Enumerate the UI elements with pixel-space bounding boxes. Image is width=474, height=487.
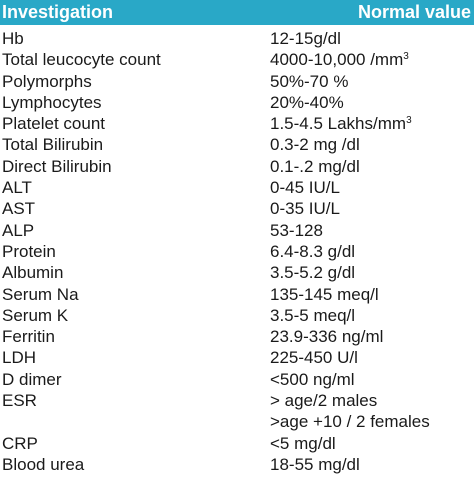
investigation-name: Lymphocytes (2, 92, 102, 112)
normal-value-text: 0-35 IU/L (270, 199, 340, 219)
investigation-name: Albumin (2, 263, 64, 283)
table-row (0, 433, 474, 454)
investigation-name: Direct Bilirubin (2, 156, 112, 176)
table-row (0, 262, 474, 283)
investigation-name: ESR (2, 391, 37, 411)
normal-value-text: 0.3-2 mg /dl (270, 135, 360, 155)
investigation-name: ALT (2, 178, 32, 198)
table-row (0, 347, 474, 368)
normal-value-text: <500 ng/ml (270, 369, 355, 389)
investigation-name: Serum Na (2, 284, 79, 304)
investigation-name: Hb (2, 29, 24, 48)
table-row (0, 369, 474, 390)
table-row (0, 156, 474, 177)
table-row (0, 390, 474, 411)
investigation-name: AST (2, 199, 36, 219)
normal-value (270, 262, 355, 283)
normal-value (270, 92, 344, 113)
table-row (0, 113, 474, 134)
normal-value-text: 0-45 IU/L (270, 178, 340, 198)
investigation-name: Polymorphs (2, 71, 92, 91)
investigation-name: Serum K (2, 305, 69, 325)
normal-value-text: 0.1-.2 mg/dl (270, 156, 360, 176)
table-row (0, 220, 474, 241)
normal-value (270, 134, 360, 155)
normal-value-text: 135-145 meq/l (270, 284, 379, 304)
normal-value-text: 50%-70 % (270, 71, 349, 91)
investigation-name: LDH (2, 348, 37, 368)
normal-value (270, 113, 412, 134)
table-row (0, 241, 474, 262)
normal-value (270, 198, 340, 219)
normal-value-text: 225-450 U/l (270, 348, 358, 368)
investigation-name: Total Bilirubin (2, 135, 104, 155)
normal-value (270, 369, 355, 390)
investigation-name: Blood urea (2, 454, 85, 474)
table-row (0, 454, 474, 475)
normal-value-text: 3.5-5 meq/l (270, 305, 356, 325)
table-row (0, 177, 474, 198)
normal-value (270, 284, 379, 305)
normal-value-text: 1.5-4.5 Lakhs/mm (270, 114, 407, 134)
table-row (0, 49, 474, 70)
normal-value (270, 326, 383, 347)
table-row (0, 71, 474, 92)
table-row (0, 305, 474, 326)
normal-value-text: > age/2 males (270, 391, 378, 411)
table-row (0, 28, 474, 49)
normal-value-text: 20%-40% (270, 92, 344, 112)
unit-exponent: 3 (406, 115, 412, 127)
normal-value (270, 305, 355, 326)
normal-value-text: 23.9-336 ng/ml (270, 327, 384, 347)
normal-value (270, 71, 348, 92)
investigation-name: ALP (2, 220, 35, 240)
table-row (0, 134, 474, 155)
investigation-name: Platelet count (2, 114, 106, 134)
normal-value-text: 12-15g/dl (270, 29, 341, 48)
normal-value-text: <5 mg/dl (270, 433, 336, 453)
normal-value (270, 177, 340, 198)
investigation-name: CRP (2, 433, 38, 453)
normal-value (270, 347, 358, 368)
table-row (0, 284, 474, 305)
normal-value (270, 390, 377, 411)
normal-value (270, 28, 341, 49)
normal-value (270, 49, 409, 70)
normal-value (270, 433, 336, 454)
normal-value-text: >age +10 / 2 females (270, 412, 430, 432)
investigation-name: Total leucocyte count (2, 50, 161, 70)
normal-value (270, 156, 360, 177)
table-body (0, 28, 474, 475)
normal-value-text: 4000-10,000 /mm (270, 50, 404, 70)
normal-value-text: 3.5-5.2 g/dl (270, 263, 356, 283)
header-normal-value: Normal value (357, 2, 471, 22)
normal-value-text: 53-128 (270, 220, 323, 240)
table-row (0, 411, 474, 432)
normal-value-text: 6.4-8.3 g/dl (270, 241, 356, 261)
normal-value (270, 411, 430, 432)
normal-value (270, 454, 360, 475)
normal-value-text: 18-55 mg/dl (270, 454, 360, 474)
unit-exponent: 3 (403, 51, 409, 63)
normal-value (270, 241, 355, 262)
header-investigation: Investigation (2, 2, 114, 22)
table-row (0, 198, 474, 219)
normal-value (270, 220, 323, 241)
table-header (0, 0, 474, 25)
investigation-name: D dimer (2, 369, 62, 389)
table-row (0, 92, 474, 113)
table-row (0, 326, 474, 347)
investigation-name: Protein (2, 241, 56, 261)
investigation-name: Ferritin (2, 327, 55, 347)
